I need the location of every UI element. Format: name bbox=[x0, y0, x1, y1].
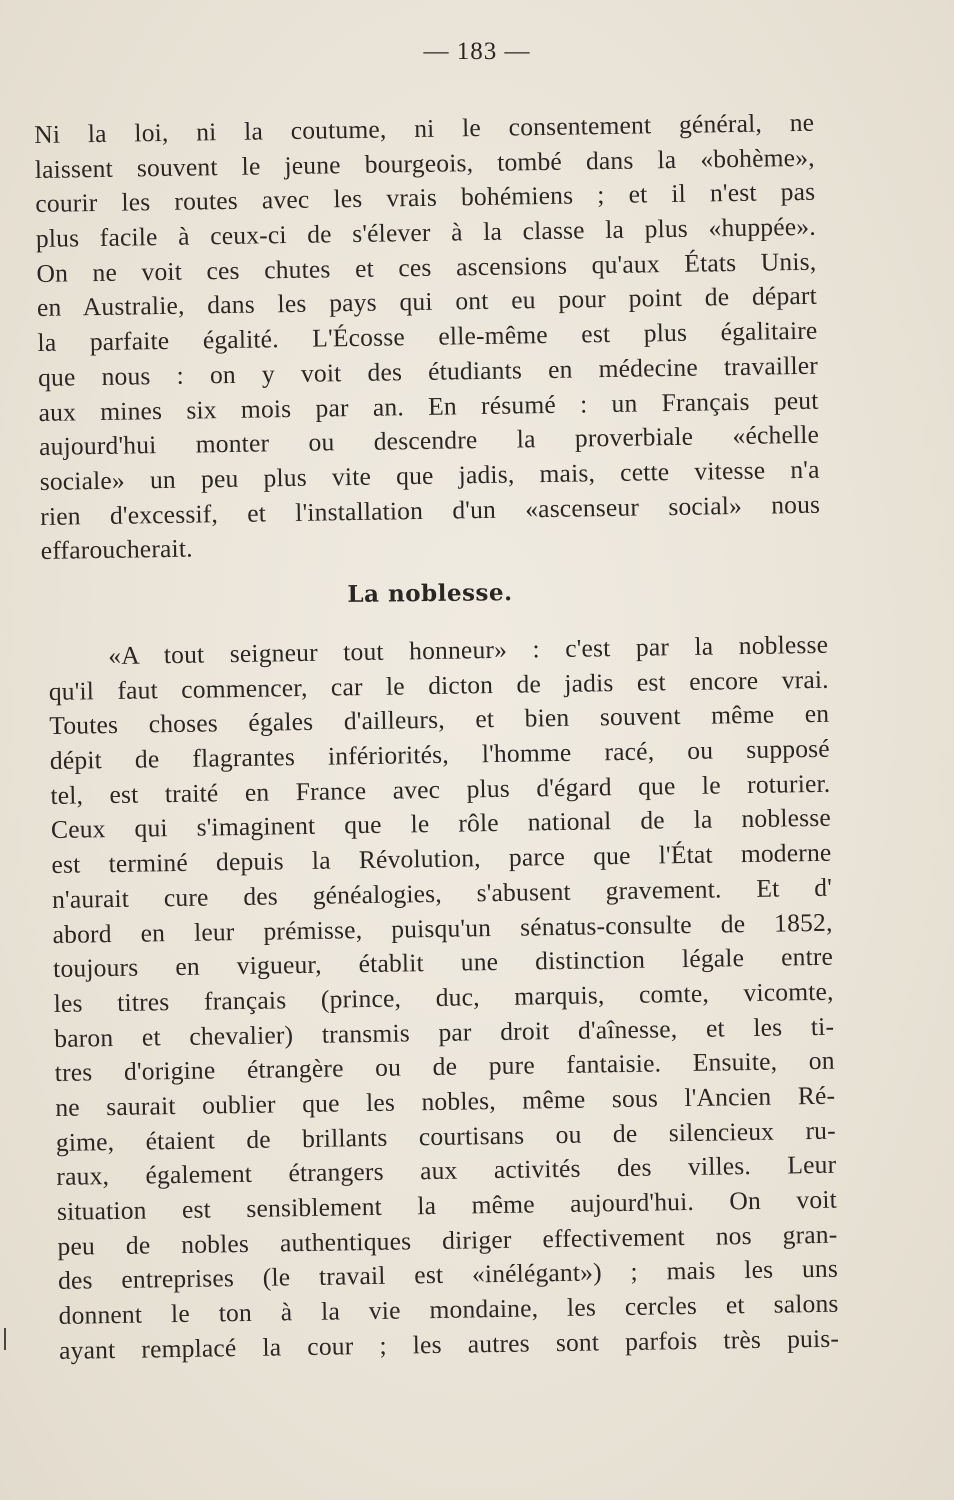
text-line: Ni la loi, ni la coutume, ni le consentement général, ne bbox=[34, 107, 815, 149]
paragraph-social-mobility bbox=[34, 106, 821, 569]
text-line: plus facile à ceux-ci de s'élever à la classe la plus «huppée». bbox=[35, 211, 817, 254]
text-line: donnent le ton à la vie mondaine, les cercles et salons bbox=[58, 1288, 839, 1330]
text-line: tres d'origine étrangère ou de pure fantaisie. Ensuite, on bbox=[54, 1045, 835, 1088]
text-line: gime, étaient de brillants courtisans ou de silencieux ru- bbox=[55, 1115, 837, 1157]
text-line: aujourd'hui monter ou descendre la proverbiale «échelle bbox=[38, 419, 820, 462]
text-line: sociale» un peu plus vite que jadis, mais, cette vitesse n'a bbox=[39, 454, 820, 496]
text-line: la parfaite égalité. L'Écosse elle-même est plus égalitaire bbox=[37, 315, 818, 358]
section-heading: La noblesse. bbox=[347, 579, 513, 608]
text-line: dépit de flagrantes infériorités, l'homme racé, ou supposé bbox=[49, 733, 831, 776]
text-line: baron et chevalier) transmis par droit d'aînesse, et les ti- bbox=[54, 1011, 835, 1053]
text-line: est terminé depuis la Révolution, parce que l'État moderne bbox=[51, 837, 832, 880]
text-line: raux, également étrangers aux activités des villes. Leur bbox=[56, 1149, 837, 1192]
text-line: rien d'excessif, et l'installation d'un «ascenseur social» nous bbox=[40, 489, 821, 531]
text-line: peu de nobles authentiques diriger effectivement nos gran- bbox=[57, 1219, 838, 1261]
text-line: tel, est traité en France avec plus d'égard que le roturier. bbox=[50, 768, 831, 810]
text-line: effaroucherait. bbox=[40, 533, 193, 566]
text-line: les titres français (prince, duc, marquis, comte, vicomte, bbox=[53, 976, 834, 1018]
text-line: On ne voit ces chutes et ces ascensions qu'aux États Unis, bbox=[36, 246, 817, 288]
text-line: abord en leur prémisse, puisqu'un sénatus-consulte de 1852, bbox=[52, 907, 833, 949]
text-line: qu'il faut commencer, car le dicton de jadis est encore vrai. bbox=[48, 664, 829, 706]
text-line: que nous : on y voit des étudiants en médecine travailler bbox=[37, 350, 819, 392]
text-line: courir les routes avec les vrais bohémiens ; et il n'est pas bbox=[35, 177, 816, 219]
text-line: ne saurait oublier que les nobles, même sous l'Ancien Ré- bbox=[55, 1080, 836, 1122]
text-line: ayant remplacé la cour ; les autres sont parfois très puis- bbox=[58, 1323, 840, 1365]
page-number: — 183 — bbox=[423, 38, 531, 65]
text-line: aux mines six mois par an. En résumé : un Français peut bbox=[38, 385, 819, 427]
margin-mark bbox=[4, 1328, 6, 1350]
text-line: en Australie, dans les pays qui ont eu pour point de départ bbox=[36, 281, 818, 323]
text-line: «A tout seigneur tout honneur» : c'est par la noblesse bbox=[108, 629, 829, 671]
text-line: n'aurait cure des généalogies, s'abusent gravement. Et d' bbox=[51, 872, 833, 914]
paragraph-noblesse bbox=[48, 628, 839, 1369]
text-line: des entreprises (le travail est «inélégant») ; mais les uns bbox=[57, 1254, 839, 1296]
text-line: laissent souvent le jeune bourgeois, tombé dans la «bohème», bbox=[34, 142, 815, 184]
text-line: situation est sensiblement la même aujourd'hui. On voit bbox=[56, 1184, 838, 1226]
text-line: Ceux qui s'imaginent que le rôle national de la noblesse bbox=[50, 803, 832, 845]
text-line: Toutes choses égales d'ailleurs, et bien souvent même en bbox=[49, 699, 830, 741]
text-line: toujours en vigueur, établit une distinction légale entre bbox=[52, 941, 834, 984]
